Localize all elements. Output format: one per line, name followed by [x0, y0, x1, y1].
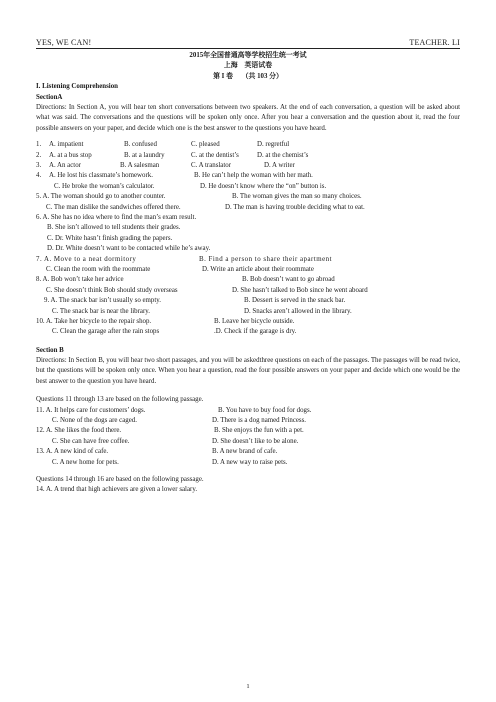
- question-12-line1: [36, 426, 460, 436]
- q7-option-a: 7. A. Move to a neat dormitory: [36, 255, 137, 263]
- page-header: [36, 37, 460, 49]
- header-left: YES, WE CAN!: [36, 38, 92, 47]
- question-3: [36, 161, 460, 171]
- q7-option-b: B. Find a person to share their apartment: [199, 255, 333, 263]
- q9-option-d: D. Snacks aren’t allowed in the library.: [244, 307, 352, 315]
- question-7-line1: [36, 255, 460, 265]
- q14-option-a: 14. A. A trend that high achievers are given a lower salary.: [36, 486, 198, 494]
- question-12-line2: [36, 437, 460, 447]
- question-2: [36, 151, 460, 161]
- q3-option-b: B. A salesman: [120, 162, 160, 170]
- q8-option-c: C. She doesn’t think Bob should study overseas: [46, 286, 178, 294]
- q2-option-d: D. at the chemist’s: [257, 151, 309, 159]
- q8-option-b: B. Bob doesn’t want to go abroad: [242, 276, 335, 284]
- passage2-intro: Questions 14 through 16 are based on the following passage.: [36, 476, 204, 484]
- q5-option-a: 5. A. The woman should go to another counter.: [36, 193, 166, 201]
- question-6-b: [36, 223, 460, 233]
- q1-option-a: A. impatient: [49, 141, 84, 149]
- question-11-line1: [36, 406, 460, 416]
- question-8-line1: [36, 275, 460, 285]
- question-7-line2: [36, 265, 460, 275]
- exam-part: 第 I 卷 （共 103 分）: [213, 72, 283, 80]
- q9-option-a: 9. A. The snack bar isn’t usually so empty.: [44, 297, 161, 305]
- q2-option-a: A. at a bus stop: [49, 151, 92, 159]
- q10-option-d: .D. Check if the garage is dry.: [214, 328, 297, 336]
- exam-title: 2015年全国普通高等学校招生统一考试: [189, 52, 307, 59]
- q6-option-c: C. Dr. White hasn’t finish grading the papers.: [47, 234, 173, 242]
- passage1-intro: Questions 11 through 13 are based on the following passage.: [36, 396, 204, 404]
- q3-number: 3.: [36, 162, 42, 170]
- question-14-line1: [36, 485, 460, 495]
- question-6-a: [36, 213, 460, 223]
- q2-option-c: C. at the dentist’s: [191, 151, 239, 159]
- question-9-line2: [36, 307, 460, 317]
- sectionA-directions: Directions: In Section A, you will hear ten short conversations between two speakers. At the end of each conversation, a question will be asked about what was said. The conversations and the questions will be spoken only once. After you hear a conversation and the question about it, read the four possible answers on your paper, and decide which one is the best answer to the questions you have heard.: [36, 104, 460, 132]
- q8-option-d: D. She hasn’t talked to Bob since he went aboard: [232, 286, 368, 294]
- q5-option-b: B. The woman gives the man so many choices.: [232, 193, 362, 201]
- q11-option-b: B. You have to buy food for dogs.: [218, 406, 312, 414]
- question-11-line2: [36, 416, 460, 426]
- question-6-d: [36, 244, 460, 254]
- q2-number: 2.: [36, 151, 42, 159]
- part1-heading: I. Listening Comprehension: [36, 83, 119, 91]
- q4-option-b: B. He can’t help the woman with her math.: [194, 172, 313, 180]
- q12-option-a: 12. A. She likes the food there.: [36, 427, 122, 435]
- sectionB-directions: [36, 356, 460, 387]
- q1-option-c: C. pleased: [191, 141, 220, 149]
- q4-option-c: C. He broke the woman’s calculator.: [54, 182, 155, 190]
- q11-option-a: 11. A. It helps care for customers’ dogs.: [36, 406, 146, 414]
- page-number: 1: [246, 683, 250, 690]
- q13-option-c: C. A new home for pets.: [52, 458, 119, 466]
- question-13-line2: [36, 458, 460, 468]
- q6-option-a: 6. A. She has no idea where to find the man’s exam result.: [36, 213, 197, 221]
- q5-option-c: C. The man dislike the sandwiches offered there.: [46, 203, 181, 211]
- q11-option-c: C. None of the dogs are caged.: [52, 417, 137, 425]
- q12-option-c: C. She can have free coffee.: [52, 437, 130, 445]
- q13-option-b: B. A new brand of cafe.: [212, 448, 278, 456]
- question-4-line2: [36, 182, 460, 192]
- sectionA-heading: SectionA: [36, 93, 63, 101]
- header-right: TEACHER. LI: [409, 38, 460, 47]
- question-8-line2: [36, 286, 460, 296]
- q4-number: 4.: [36, 172, 42, 180]
- q2-option-b: B. at a laundry: [124, 151, 165, 159]
- q1-option-b: B. confused: [124, 141, 157, 149]
- question-9-line1: [36, 296, 460, 306]
- question-6-c: [36, 234, 460, 244]
- q10-option-a: 10. A. Take her bicycle to the repair shop.: [36, 317, 152, 325]
- sectionB-directions-text: Directions: In Section B, you will hear two short passages, and you will be askedthree questions on each of the passages. The passages will be read twice, but the questions will be spoken only once. When you hear a question, read the four possible answers on your paper and decide which one would be the best answer to the question you have heard.: [36, 357, 460, 385]
- q4-option-d: D. He doesn’t know where the “on” button is.: [200, 182, 327, 190]
- question-4-line1: [36, 171, 460, 181]
- exam-subtitle: 上海 英语试卷: [223, 62, 273, 70]
- question-10-line1: [36, 317, 460, 327]
- q12-option-b: B. She enjoys the fun with a pet.: [214, 427, 304, 435]
- q8-option-a: 8. A. Bob won’t take her advice: [36, 276, 124, 284]
- q3-option-d: D. A writer: [264, 162, 295, 170]
- question-13-line1: [36, 447, 460, 457]
- q6-option-d: D. Dr. White doesn’t want to be contacted while he’s away.: [47, 245, 211, 253]
- q7-option-d: D. Write an article about their roommate: [202, 265, 314, 273]
- q7-option-c: C. Clean the room with the roommate: [46, 265, 151, 273]
- q3-option-c: C. A translator: [191, 162, 232, 170]
- q10-option-c: C. Clean the garage after the rain stops: [52, 328, 160, 336]
- question-5-line1: [36, 192, 460, 202]
- q5-option-d: D. The man is having trouble deciding what to eat.: [225, 203, 365, 211]
- q9-option-c: C. The snack bar is near the library.: [52, 307, 150, 315]
- q6-option-b: B. She isn’t allowed to tell students their grades.: [47, 224, 181, 232]
- question-1: [36, 140, 460, 150]
- exam-content: [36, 51, 460, 496]
- q11-option-d: D. There is a dog named Princess.: [212, 417, 307, 425]
- question-10-line2: [36, 327, 460, 337]
- q1-option-d: D. regretful: [257, 141, 290, 149]
- q12-option-d: D. She doesn’t like to be alone.: [212, 437, 299, 445]
- q10-option-b: B. Leave her bicycle outside.: [214, 317, 295, 325]
- q1-number: 1.: [36, 141, 42, 149]
- q13-option-a: 13. A. A new kind of cafe.: [36, 448, 109, 456]
- sectionB-heading: Section B: [36, 346, 64, 354]
- q13-option-d: D. A new way to raise pets.: [212, 458, 288, 466]
- question-5-line2: [36, 203, 460, 213]
- q3-option-a: A. An actor: [49, 162, 81, 170]
- q4-option-a: A. He lost his classmate’s homework.: [49, 172, 153, 180]
- q9-option-b: B. Dessert is served in the snack bar.: [244, 297, 346, 305]
